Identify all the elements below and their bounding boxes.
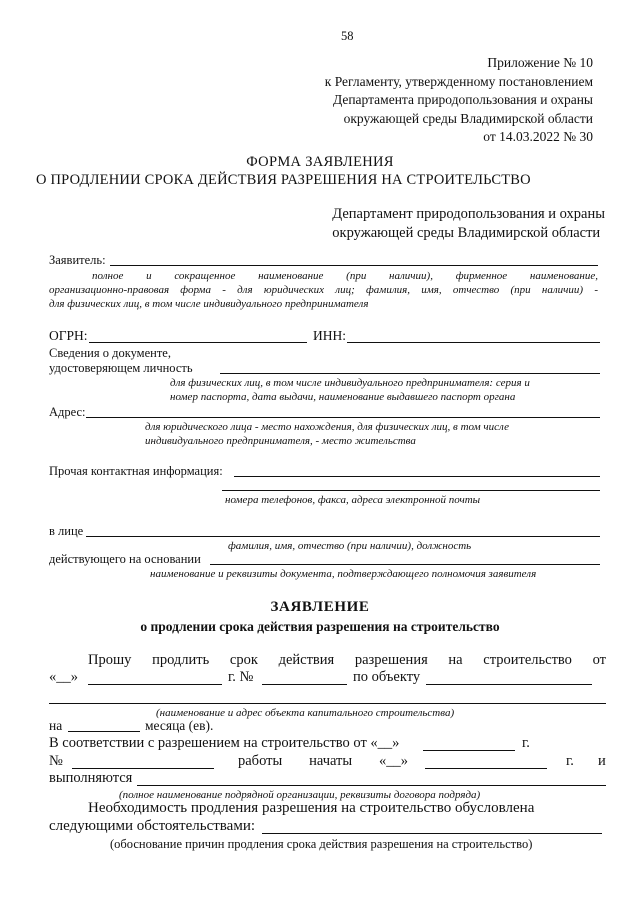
object-field-2[interactable] <box>49 703 606 704</box>
ogrn-label: ОГРН: <box>49 328 88 343</box>
works-word-2: начаты <box>309 753 353 769</box>
request-word-7: строительство <box>483 652 572 668</box>
applicant-field[interactable] <box>110 265 598 266</box>
appendix-line2: к Регламенту, утвержденному постановлением <box>324 73 593 89</box>
appendix-line5: от 14.03.2022 № 30 <box>483 129 593 144</box>
recipient-line1: Департамент природопользования и охраны <box>332 206 605 222</box>
request-word-8: от <box>592 652 606 668</box>
request-word-3: срок <box>229 652 258 668</box>
request-word-2: продлить <box>152 652 210 668</box>
address-hint-line1: для юридического лица - место нахождения, для физических лиц, в том числе <box>145 421 509 433</box>
works-word-1: работы <box>238 753 283 769</box>
necessity-line2: следующими обстоятельствами: <box>49 818 256 834</box>
contractor-field[interactable] <box>137 785 606 786</box>
contacts-label: Прочая контактная информация: <box>49 464 223 478</box>
works-and: и <box>598 753 606 769</box>
request-word-4: действия <box>278 652 335 668</box>
appendix-line1: Приложение № 10 <box>487 55 593 70</box>
appendix-block <box>325 54 593 147</box>
contacts-hint: номера телефонов, факса, адреса электронной почты <box>225 494 481 506</box>
request-line <box>88 652 606 669</box>
applicant-label: Заявитель: <box>49 253 106 267</box>
request-number-field[interactable] <box>262 684 347 685</box>
request-word-1: Прошу <box>88 652 132 668</box>
appendix-line3: Департамента природопользования и охраны <box>332 92 593 107</box>
performed-label: выполняются <box>49 770 133 786</box>
page-number: 58 <box>341 29 354 43</box>
inn-field[interactable] <box>347 342 600 343</box>
permit-number-sign: № <box>49 753 63 769</box>
appendix-line4: окружающей среды Владимирской области <box>343 110 593 126</box>
form-title-line2: О ПРОДЛЕНИИ СРОКА ДЕЙСТВИЯ РАЗРЕШЕНИЯ НА СТРОИТЕЛЬСТВО <box>36 172 531 188</box>
object-label: по объекту <box>353 669 421 685</box>
contractor-hint: (полное наименование подрядной организации, реквизиты договора подряда) <box>119 789 481 801</box>
inn-label: ИНН: <box>313 328 346 343</box>
works-started <box>238 753 408 770</box>
term-field[interactable] <box>68 731 140 732</box>
request-word-6: на <box>448 652 463 668</box>
reason-field[interactable] <box>262 833 602 834</box>
representative-hint: фамилия, имя, отчество (при наличии), должность <box>228 540 472 552</box>
request-date-field[interactable] <box>88 684 222 685</box>
term-suffix: месяца (ев). <box>145 718 214 733</box>
contacts-field-2[interactable] <box>222 490 600 491</box>
permit-date-field[interactable] <box>423 750 515 751</box>
address-field[interactable] <box>86 417 600 418</box>
applicant-hint <box>49 269 598 311</box>
applicant-hint-line3: для физических лиц, в том числе индивидуального предпринимателя <box>49 298 369 310</box>
object-field[interactable] <box>426 684 592 685</box>
identity-doc-field[interactable] <box>220 373 600 374</box>
identity-doc-label-line2: удостоверяющем личность <box>49 361 193 375</box>
statement-title: ЗАЯВЛЕНИЕ <box>270 599 370 615</box>
form-title-line1: ФОРМА ЗАЯВЛЕНИЯ <box>246 154 394 170</box>
address-label: Адрес: <box>49 405 86 419</box>
applicant-hint-line2: организационно-правовая форма - для юридических лиц; фамилия, имя, отчество (при наличии) - <box>49 284 598 296</box>
permit-number-field[interactable] <box>72 768 214 769</box>
identity-doc-hint-line2: номер паспорта, дата выдачи, наименование выдавшего паспорт органа <box>170 391 516 403</box>
representative-field[interactable] <box>86 536 600 537</box>
basis-field[interactable] <box>210 564 600 565</box>
ogrn-field[interactable] <box>89 342 307 343</box>
works-date-field[interactable] <box>425 768 547 769</box>
request-word-5: разрешения <box>354 652 428 668</box>
applicant-hint-line1: полное и сокращенное наименование (при наличии), фирменное наименование, <box>92 270 598 282</box>
reason-hint: (обоснование причин продления срока действия разрешения на строительство) <box>110 837 533 851</box>
statement-subtitle: о продлении срока действия разрешения на строительство <box>140 619 500 634</box>
permit-year: г. <box>522 735 530 751</box>
request-number-label: г. № <box>228 669 254 685</box>
works-year: г. <box>566 753 574 769</box>
request-date-quote: «__» <box>49 669 78 685</box>
object-hint: (наименование и адрес объекта капитального строительства) <box>156 707 455 719</box>
term-prefix: на <box>49 718 63 733</box>
contacts-field[interactable] <box>234 476 600 477</box>
permit-prefix: В соответствии с разрешением на строительство от «__» <box>49 735 400 751</box>
recipient-line2: окружающей среды Владимирской области <box>332 225 601 241</box>
identity-doc-hint-line1: для физических лиц, в том числе индивидуального предпринимателя: серия и <box>170 377 530 389</box>
basis-label: действующего на основании <box>49 552 201 566</box>
necessity-line1: Необходимость продления разрешения на строительство обусловлена <box>88 800 535 816</box>
works-word-3: «__» <box>379 753 408 769</box>
address-hint-line2: индивидуального предпринимателя, - место жительства <box>145 435 416 447</box>
address-hint <box>145 420 509 448</box>
recipient-block <box>332 205 605 243</box>
basis-hint: наименование и реквизиты документа, подтверждающего полномочия заявителя <box>150 568 537 580</box>
identity-doc-label-line1: Сведения о документе, <box>49 346 171 360</box>
representative-label: в лице <box>49 524 84 538</box>
identity-doc-hint <box>170 376 530 404</box>
